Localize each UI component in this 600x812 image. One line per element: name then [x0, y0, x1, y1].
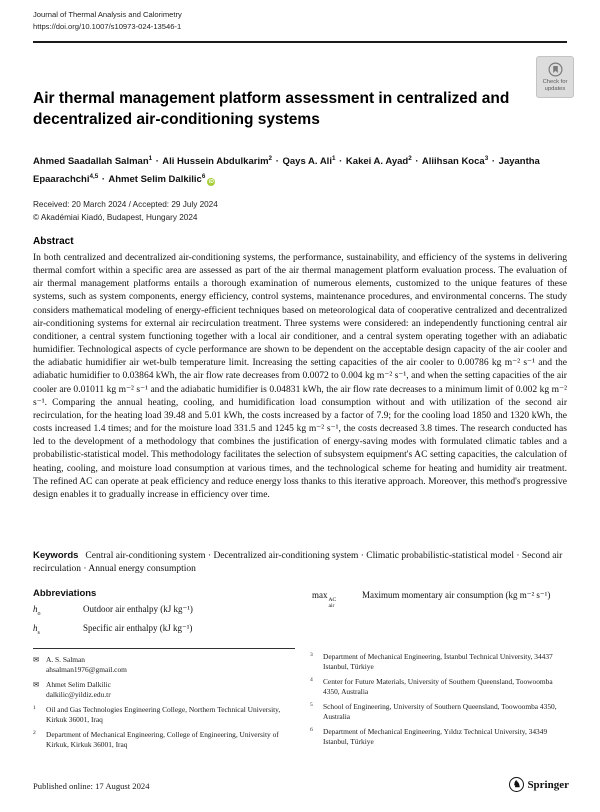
check-updates-icon — [548, 62, 563, 77]
keywords-text: Central air-conditioning system · Decentralized air-conditioning system · Climatic probabilistic-statistical model · Second air recirculation · Annual energy consumption — [33, 551, 563, 574]
badge-label-line1: Check for — [542, 78, 568, 85]
doi-link[interactable]: https://doi.org/10.1007/s10973-024-13546-1 — [33, 21, 182, 31]
article-dates — [33, 199, 218, 224]
journal-name: Journal of Thermal Analysis and Calorimetry — [33, 10, 182, 19]
affiliation-footnote — [310, 727, 570, 747]
affiliation-footnote — [310, 677, 570, 697]
received-accepted-line: Received: 20 March 2024 / Accepted: 29 July 2024 — [33, 200, 218, 209]
keywords-line — [33, 549, 567, 576]
abstract-text: In both centralized and decentralized air-conditioning systems, the performance, sustainability, and efficiency of the systems in delivering thermal comfort within a specific area are assessed as part of the air thermal management platform evaluation process. The evaluation of air thermal management platforms entails a thorough examination of numerous elements, customized to the unique features of these systems, such as system components, energy efficiency, control systems, maintenance procedures, and environmental concerns. The study considers mathematical modeling of energy-efficient techniques based on meteorological data of cooperative centralized and decentralized air-conditioning systems for external air recirculation treatment. Three systems were considered: an independently functioning central air conditioner, a central system functioning together with a local air conditioner, and a central system operating together with an adiabatic humidifier. Technological aspects of cycle performance are shown to be dependent on the acceptable design capacity of the air cooler and the adiabatic humidifier air wet-bulb temperature limit. Increasing the setting capacities of the air cooler to 0.00786 kg m⁻² s⁻¹ and the adiabatic humidifier to 0.03864 kWh, the air flow rate decreases from 0.0072 to 0.004 kg m⁻² s⁻¹, and when the setting capacities of the air cooler are 0.01011 kg m⁻² s⁻¹ and the adiabatic humidifier is 0.04831 kWh, the air flow rate decreases to a minimum limit of 0.002 kg m⁻² s⁻¹. Comparing the annual heating, cooling, and humidification load consumption without and with utilization of the second air recirculation, for the heating load 39.48 and 5.01 kWh, the costs increased by a factor of 7.9; for the cooling load 1850 and 1320 kWh, the costs increased 1.4 times; and for the moisture load 331.5 and 1245 kg m⁻² s⁻¹, the costs decreased 3.8 times. The research conducted has led to the development of a methodology that combines the justification of energy-saving modes with formulated climatic tables and a probabilistic-statistical model. This methodology facilitates the selection of subsystem equipment's AC setting capacities, the calculation of heating, cooling, and moisture load consumption at various times, and the technological scheme for heating and humidity air treatment. The refined AC can operate at peak efficiency and reduce energy loss thanks to this iterative approach. Moreover, this method's progressive design enables it to gradually increase in efficiency over time. — [33, 252, 567, 500]
email-link[interactable]: ahsalman1976@gmail.com — [46, 664, 127, 674]
corresponding-author — [33, 680, 299, 700]
author-separator: · — [275, 156, 279, 168]
abbreviation-row: $h_s$ Specific air enthalpy (kJ kg⁻¹) — [33, 622, 193, 636]
affiliation-footnote — [310, 652, 570, 672]
email-link[interactable]: dalkilic@yildiz.edu.tr — [46, 689, 111, 699]
author-separator: · — [339, 156, 343, 168]
publisher-name: Springer — [527, 778, 569, 791]
published-online-line: Published online: 17 August 2024 — [33, 781, 150, 791]
author-separator: · — [415, 156, 419, 168]
author-list — [33, 152, 561, 187]
affiliation-text: Department of Mechanical Engineering, İstanbul Technical University, 34437 Istanbul, Türkiye — [323, 652, 553, 671]
abbreviations-right-column — [300, 588, 567, 640]
page-title: Air thermal management platform assessment in centralized and decentralized air-conditioning systems — [33, 90, 510, 128]
author-separator: · — [155, 156, 159, 168]
author: Ali Hussein Abdulkarim$^2$ — [162, 155, 273, 168]
abbreviations-section — [33, 588, 567, 640]
affiliation-number: 5 — [310, 702, 313, 709]
abbreviation-row: $h_o$ Outdoor air enthalpy (kJ kg⁻¹) — [33, 604, 193, 617]
keywords-label: Keywords — [33, 550, 79, 561]
email-icon: ✉ — [33, 680, 40, 690]
corresponding-author-name: Ahmet Selim Dalkilic — [46, 680, 111, 690]
footnotes-left-column — [33, 655, 299, 755]
orcid-icon[interactable]: iD — [208, 178, 214, 185]
badge-label-line2: updates — [544, 85, 566, 92]
abstract-heading: Abstract — [33, 236, 74, 247]
affiliation-number: 4 — [310, 677, 313, 684]
affiliation-text: Department of Mechanical Engineering, College of Engineering, University of Kirkuk, Kirkuk 36001, Iraq — [46, 730, 279, 750]
author-separator: · — [491, 156, 496, 168]
check-for-updates-badge[interactable] — [536, 56, 574, 98]
affiliation-text: Center for Future Materials, University of Southern Queensland, Toowoomba 4350, Australia — [323, 677, 553, 696]
abstract-section — [33, 236, 567, 501]
affiliation-number: 1 — [33, 705, 36, 712]
journal-header — [33, 9, 182, 32]
footnote-separator — [33, 648, 295, 649]
affiliation-text: School of Engineering, University of Southern Queensland, Toowoomba 4350, Australia — [323, 702, 557, 721]
affiliation-number: 6 — [310, 727, 313, 734]
affiliation-number: 3 — [310, 652, 313, 658]
abbreviations-left-column — [33, 588, 300, 640]
affiliation-number: 2 — [33, 730, 36, 737]
affiliation-text: Oil and Gas Technologies Engineering College, Northern Technical University, Kirkuk 36001, Iraq — [46, 705, 281, 724]
footnotes-right-column — [310, 652, 570, 752]
abbreviations-heading: Abbreviations — [33, 588, 97, 599]
abbreviation-row: max AC air Maximum momentary air consumption (kg m⁻² s⁻¹) — [312, 590, 551, 609]
affiliation-footnote — [33, 730, 299, 750]
springer-logo — [509, 777, 569, 792]
author: Kakei A. Ayad$^2$ — [345, 155, 412, 168]
affiliation-text: Department of Mechanical Engineering, Yıldız Technical University, 34349 Istanbul, Türkiye — [323, 727, 548, 747]
author: Ahmed Saadallah Salman$^1$ — [33, 155, 153, 168]
author-separator: · — [101, 173, 106, 185]
author: Aliihsan Koca$^3$ — [421, 155, 489, 168]
springer-knight-icon: ♞ — [509, 777, 524, 792]
author: Ahmet Selim Dalkilic$^6$ — [108, 172, 206, 185]
corresponding-author-name: A. S. Salman — [46, 655, 86, 664]
header-rule — [33, 41, 567, 43]
corresponding-author — [33, 655, 299, 675]
affiliation-footnote — [310, 702, 570, 722]
author: Jayantha Epaarachchi$^{4,5}$ — [33, 156, 540, 185]
copyright-line: © Akadémiai Kiadó, Budapest, Hungary 2024 — [33, 212, 198, 222]
email-icon: ✉ — [33, 655, 40, 664]
author: Qays A. Ali$^1$ — [282, 155, 336, 168]
affiliation-footnote — [33, 705, 299, 725]
